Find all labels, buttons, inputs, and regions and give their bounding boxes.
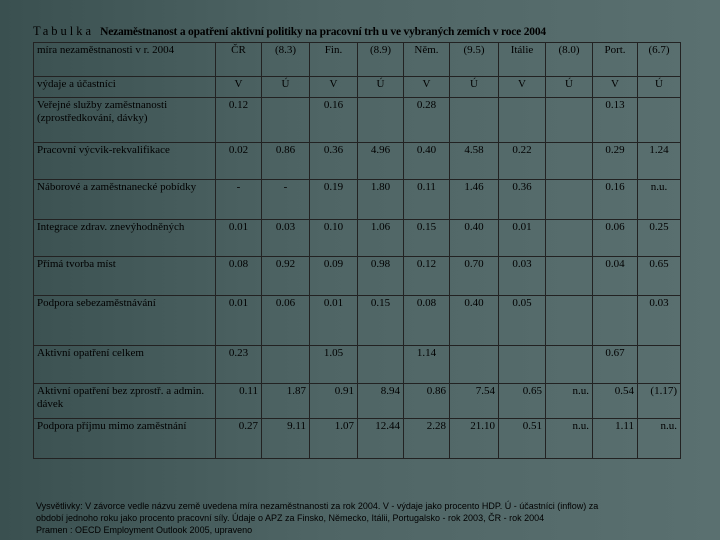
header-cell: (8.9): [358, 43, 404, 77]
header-cell: Fin.: [310, 43, 358, 77]
value-cell: [499, 98, 546, 143]
table-caption: [33, 24, 546, 39]
value-cell: 0.08: [404, 296, 450, 346]
value-cell: 1.05: [310, 346, 358, 384]
header-cell: ČR: [216, 43, 262, 77]
value-cell: 0.02: [216, 143, 262, 180]
value-cell: 1.46: [450, 180, 499, 220]
value-cell: 0.36: [499, 180, 546, 220]
table-row: [34, 296, 681, 346]
value-cell: [546, 346, 593, 384]
value-cell: [593, 296, 638, 346]
value-cell: 0.54: [593, 384, 638, 419]
row-label-cell: Aktivní opatření bez zprostř. a admin. dávek: [34, 384, 216, 419]
value-cell: 0.51: [499, 419, 546, 459]
value-cell: 0.13: [593, 98, 638, 143]
header-cell: Ú: [262, 77, 310, 98]
row-label-cell: Pracovní výcvik-rekvalifikace: [34, 143, 216, 180]
header-cell: (6.7): [638, 43, 681, 77]
header-cell: Port.: [593, 43, 638, 77]
header-label-cell: míra nezaměstnanosti v r. 2004: [34, 43, 216, 77]
value-cell: 0.15: [404, 220, 450, 257]
value-cell: [546, 143, 593, 180]
value-cell: 0.09: [310, 257, 358, 296]
value-cell: 0.03: [262, 220, 310, 257]
value-cell: 4.96: [358, 143, 404, 180]
value-cell: [358, 346, 404, 384]
value-cell: [262, 346, 310, 384]
table-row: [34, 257, 681, 296]
value-cell: [358, 98, 404, 143]
value-cell: 0.04: [593, 257, 638, 296]
value-cell: 0.98: [358, 257, 404, 296]
value-cell: 0.01: [499, 220, 546, 257]
value-cell: [546, 220, 593, 257]
header-cell: (9.5): [450, 43, 499, 77]
footnote-line-3: Pramen : OECD Employment Outlook 2005, upraveno: [36, 525, 253, 535]
value-cell: 0.36: [310, 143, 358, 180]
header-cell: V: [310, 77, 358, 98]
table-row: [34, 346, 681, 384]
value-cell: 0.05: [499, 296, 546, 346]
value-cell: [546, 257, 593, 296]
row-label-cell: Přímá tvorba míst: [34, 257, 216, 296]
value-cell: 0.22: [499, 143, 546, 180]
table-row: [34, 220, 681, 257]
value-cell: -: [262, 180, 310, 220]
table-row: [34, 143, 681, 180]
value-cell: 0.01: [216, 296, 262, 346]
header-cell: Ú: [358, 77, 404, 98]
value-cell: [546, 180, 593, 220]
row-label-cell: Podpora sebezaměstnávání: [34, 296, 216, 346]
value-cell: (1.17): [638, 384, 681, 419]
value-cell: 2.28: [404, 419, 450, 459]
value-cell: 0.40: [450, 296, 499, 346]
value-cell: 0.40: [404, 143, 450, 180]
table-row: [34, 384, 681, 419]
footnote-line-2: období jednoho roku jako procento pracovní síly. Údaje o APZ za Finsko, Německo, Itálii, Portugalsko - rok 2003, ČR - rok 2004: [36, 513, 545, 523]
value-cell: 0.65: [499, 384, 546, 419]
caption-title: Nezaměstnanost a opatření aktivní politiky na pracovní trh u ve vybraných zemích v roce 2004: [100, 26, 546, 38]
header-cell: Něm.: [404, 43, 450, 77]
row-label-cell: Podpora příjmu mimo zaměstnání: [34, 419, 216, 459]
caption-lead: Tabulka: [33, 24, 95, 38]
value-cell: 0.03: [638, 296, 681, 346]
value-cell: 12.44: [358, 419, 404, 459]
value-cell: n.u.: [638, 180, 681, 220]
value-cell: 4.58: [450, 143, 499, 180]
value-cell: 21.10: [450, 419, 499, 459]
value-cell: 0.67: [593, 346, 638, 384]
value-cell: [450, 98, 499, 143]
header-cell: V: [216, 77, 262, 98]
value-cell: 0.15: [358, 296, 404, 346]
value-cell: 0.86: [262, 143, 310, 180]
header-cell: Itálie: [499, 43, 546, 77]
header-cell: (8.3): [262, 43, 310, 77]
value-cell: [546, 98, 593, 143]
value-cell: 0.86: [404, 384, 450, 419]
value-cell: 1.87: [262, 384, 310, 419]
value-cell: 0.11: [216, 384, 262, 419]
row-label-cell: Integrace zdrav. znevýhodněných: [34, 220, 216, 257]
value-cell: 0.01: [216, 220, 262, 257]
value-cell: 0.03: [499, 257, 546, 296]
value-cell: 0.19: [310, 180, 358, 220]
value-cell: 0.11: [404, 180, 450, 220]
value-cell: 0.12: [216, 98, 262, 143]
value-cell: 0.16: [593, 180, 638, 220]
value-cell: [638, 98, 681, 143]
value-cell: 0.65: [638, 257, 681, 296]
value-cell: 0.28: [404, 98, 450, 143]
value-cell: 1.07: [310, 419, 358, 459]
header-cell: Ú: [638, 77, 681, 98]
header-row: [34, 77, 681, 98]
table-row: [34, 98, 681, 143]
value-cell: 0.25: [638, 220, 681, 257]
header-cell: V: [404, 77, 450, 98]
header-cell: (8.0): [546, 43, 593, 77]
table-row: [34, 180, 681, 220]
header-label-cell: výdaje a účastníci: [34, 77, 216, 98]
header-row: [34, 43, 681, 77]
value-cell: [262, 98, 310, 143]
footnote-line-1: Vysvětlivky: V závorce vedle názvu země uvedena míra nezaměstnanosti za rok 2004. V - výdaje jako procento HDP. Ú - účastníci (inflow) za: [36, 501, 599, 511]
header-cell: V: [593, 77, 638, 98]
value-cell: n.u.: [546, 384, 593, 419]
header-cell: Ú: [450, 77, 499, 98]
value-cell: 0.12: [404, 257, 450, 296]
value-cell: [450, 346, 499, 384]
header-cell: Ú: [546, 77, 593, 98]
value-cell: 9.11: [262, 419, 310, 459]
value-cell: 1.11: [593, 419, 638, 459]
value-cell: 0.10: [310, 220, 358, 257]
row-label-cell: Veřejné služby zaměstnanosti (zprostředkování, dávky): [34, 98, 216, 143]
value-cell: [499, 346, 546, 384]
table-row: [34, 419, 681, 459]
value-cell: [546, 296, 593, 346]
value-cell: 0.06: [262, 296, 310, 346]
row-label-cell: Aktivní opatření celkem: [34, 346, 216, 384]
value-cell: 7.54: [450, 384, 499, 419]
value-cell: 0.92: [262, 257, 310, 296]
header-cell: V: [499, 77, 546, 98]
value-cell: 0.06: [593, 220, 638, 257]
value-cell: 0.91: [310, 384, 358, 419]
footnote: [36, 500, 696, 536]
data-table: [33, 42, 681, 459]
row-label-cell: Náborové a zaměstnanecké pobídky: [34, 180, 216, 220]
value-cell: 1.80: [358, 180, 404, 220]
value-cell: 0.08: [216, 257, 262, 296]
value-cell: 8.94: [358, 384, 404, 419]
value-cell: n.u.: [546, 419, 593, 459]
value-cell: 1.14: [404, 346, 450, 384]
value-cell: 0.27: [216, 419, 262, 459]
value-cell: 0.16: [310, 98, 358, 143]
value-cell: [638, 346, 681, 384]
value-cell: 0.23: [216, 346, 262, 384]
value-cell: 0.29: [593, 143, 638, 180]
value-cell: n.u.: [638, 419, 681, 459]
value-cell: -: [216, 180, 262, 220]
value-cell: 1.24: [638, 143, 681, 180]
value-cell: 0.01: [310, 296, 358, 346]
value-cell: 0.40: [450, 220, 499, 257]
value-cell: 0.70: [450, 257, 499, 296]
value-cell: 1.06: [358, 220, 404, 257]
